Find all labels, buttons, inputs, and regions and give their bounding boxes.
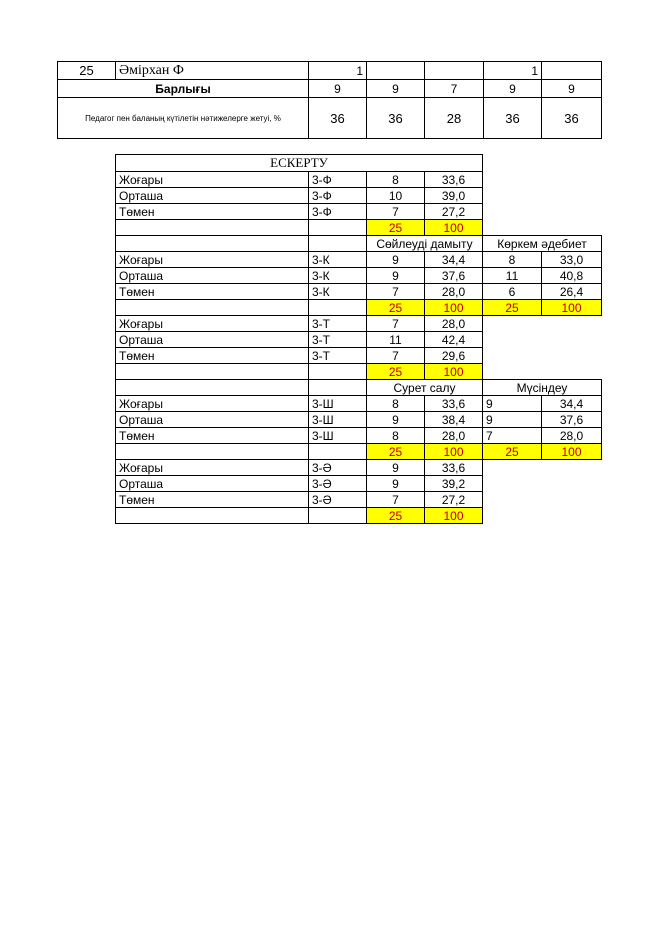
group-code: 3-Ф <box>309 172 367 188</box>
table-row <box>116 268 602 284</box>
count: 7 <box>483 428 542 444</box>
percent: 38,4 <box>425 412 483 428</box>
table-row <box>116 188 602 204</box>
total-row <box>58 80 602 98</box>
table-row <box>116 460 602 476</box>
level-label: Жоғары <box>116 172 309 188</box>
level-label: Жоғары <box>116 252 309 268</box>
total-percent: 100 <box>425 364 483 380</box>
percent-row <box>58 98 602 139</box>
cell: 9 <box>367 80 425 98</box>
cell: 36 <box>309 98 367 139</box>
percent: 34,4 <box>542 396 602 412</box>
percent: 40,8 <box>542 268 602 284</box>
table-row <box>116 348 602 364</box>
percent: 34,4 <box>425 252 483 268</box>
group-code: 3-Ә <box>309 476 367 492</box>
percent: 33,6 <box>425 460 483 476</box>
level-label: Орташа <box>116 188 309 204</box>
group-code: 3-Ш <box>309 428 367 444</box>
subject-header: Сурет салу <box>367 380 483 396</box>
level-label: Жоғары <box>116 460 309 476</box>
table-row <box>116 316 602 332</box>
count: 7 <box>367 284 425 300</box>
count: 10 <box>367 188 425 204</box>
level-label: Орташа <box>116 332 309 348</box>
count: 6 <box>483 284 542 300</box>
group-code: 3-К <box>309 268 367 284</box>
student-row <box>58 62 602 80</box>
level-label: Жоғары <box>116 316 309 332</box>
total-count: 25 <box>367 300 425 316</box>
total-percent: 100 <box>425 300 483 316</box>
percent: 28,0 <box>542 428 602 444</box>
group-code: 3-К <box>309 252 367 268</box>
subject-header-row <box>116 380 602 396</box>
total-label: Барлығы <box>58 80 309 98</box>
percent: 39,2 <box>425 476 483 492</box>
count: 11 <box>483 268 542 284</box>
total-count: 25 <box>367 444 425 460</box>
count: 9 <box>367 476 425 492</box>
total-percent: 100 <box>542 444 602 460</box>
cell <box>425 62 484 80</box>
group-code: 3-Ф <box>309 204 367 220</box>
cell: 9 <box>542 80 602 98</box>
summary-table <box>57 61 602 139</box>
percent: 27,2 <box>425 204 483 220</box>
level-label: Төмен <box>116 204 309 220</box>
subject-header: Мүсіндеу <box>483 380 602 396</box>
group-code: 3-Ш <box>309 412 367 428</box>
percent: 37,6 <box>542 412 602 428</box>
table-row <box>116 332 602 348</box>
count: 9 <box>367 412 425 428</box>
cell: 36 <box>484 98 542 139</box>
total-count: 25 <box>483 444 542 460</box>
group-code: 3-Ш <box>309 396 367 412</box>
percent: 33,6 <box>425 396 483 412</box>
student-name: Әмірхан Ф <box>116 62 309 80</box>
count: 7 <box>367 492 425 508</box>
group-code: 3-Ф <box>309 188 367 204</box>
total-row <box>116 364 602 380</box>
percent: 28,0 <box>425 428 483 444</box>
percent: 33,0 <box>542 252 602 268</box>
group-code: 3-Т <box>309 348 367 364</box>
count: 7 <box>367 348 425 364</box>
total-percent: 100 <box>425 508 483 524</box>
table-row <box>116 412 602 428</box>
count: 7 <box>367 204 425 220</box>
cell: 36 <box>367 98 425 139</box>
level-label: Төмен <box>116 492 309 508</box>
level-label: Орташа <box>116 476 309 492</box>
total-percent: 100 <box>425 220 483 236</box>
count: 9 <box>483 412 542 428</box>
total-row <box>116 444 602 460</box>
cell: 1 <box>484 62 542 80</box>
percent: 37,6 <box>425 268 483 284</box>
notes-table <box>115 154 602 524</box>
count: 7 <box>367 316 425 332</box>
cell: 1 <box>309 62 367 80</box>
group-code: 3-Ә <box>309 492 367 508</box>
total-count: 25 <box>367 220 425 236</box>
table-row <box>116 492 602 508</box>
cell: 36 <box>542 98 602 139</box>
count: 9 <box>367 252 425 268</box>
count: 9 <box>367 268 425 284</box>
cell: 9 <box>309 80 367 98</box>
cell: 28 <box>425 98 484 139</box>
level-label: Орташа <box>116 412 309 428</box>
count: 9 <box>483 396 542 412</box>
subject-header: Көркем әдебиет <box>483 236 602 252</box>
row-number: 25 <box>58 62 116 80</box>
count: 8 <box>367 428 425 444</box>
cell: 9 <box>484 80 542 98</box>
group-code: 3-Т <box>309 316 367 332</box>
percent: 28,0 <box>425 316 483 332</box>
count: 8 <box>367 396 425 412</box>
percent: 29,6 <box>425 348 483 364</box>
group-code: 3-Ә <box>309 460 367 476</box>
table-row <box>116 476 602 492</box>
total-row <box>116 220 602 236</box>
total-count: 25 <box>367 364 425 380</box>
count: 11 <box>367 332 425 348</box>
total-row <box>116 508 602 524</box>
table-row <box>116 172 602 188</box>
total-row <box>116 300 602 316</box>
count: 9 <box>367 460 425 476</box>
table-row <box>116 396 602 412</box>
percent: 42,4 <box>425 332 483 348</box>
cell: 7 <box>425 80 484 98</box>
total-count: 25 <box>483 300 542 316</box>
cell <box>367 62 425 80</box>
table-row <box>116 252 602 268</box>
level-label: Орташа <box>116 268 309 284</box>
percent-label: Педагог пен баланың күтілетін нәтижелерге жетуі, % <box>58 98 309 139</box>
level-label: Жоғары <box>116 396 309 412</box>
percent: 27,2 <box>425 492 483 508</box>
cell <box>542 62 602 80</box>
count: 8 <box>483 252 542 268</box>
percent: 28,0 <box>425 284 483 300</box>
percent: 33,6 <box>425 172 483 188</box>
group-code: 3-Т <box>309 332 367 348</box>
count: 8 <box>367 172 425 188</box>
table-title: ЕСКЕРТУ <box>116 155 483 172</box>
level-label: Төмен <box>116 428 309 444</box>
total-percent: 100 <box>425 444 483 460</box>
percent: 26,4 <box>542 284 602 300</box>
total-count: 25 <box>367 508 425 524</box>
level-label: Төмен <box>116 284 309 300</box>
table-row <box>116 284 602 300</box>
table-row <box>116 428 602 444</box>
table-row <box>116 204 602 220</box>
subject-header: Сөйлеуді дамыту <box>367 236 483 252</box>
subject-header-row <box>116 236 602 252</box>
percent: 39,0 <box>425 188 483 204</box>
total-percent: 100 <box>542 300 602 316</box>
level-label: Төмен <box>116 348 309 364</box>
group-code: 3-К <box>309 284 367 300</box>
